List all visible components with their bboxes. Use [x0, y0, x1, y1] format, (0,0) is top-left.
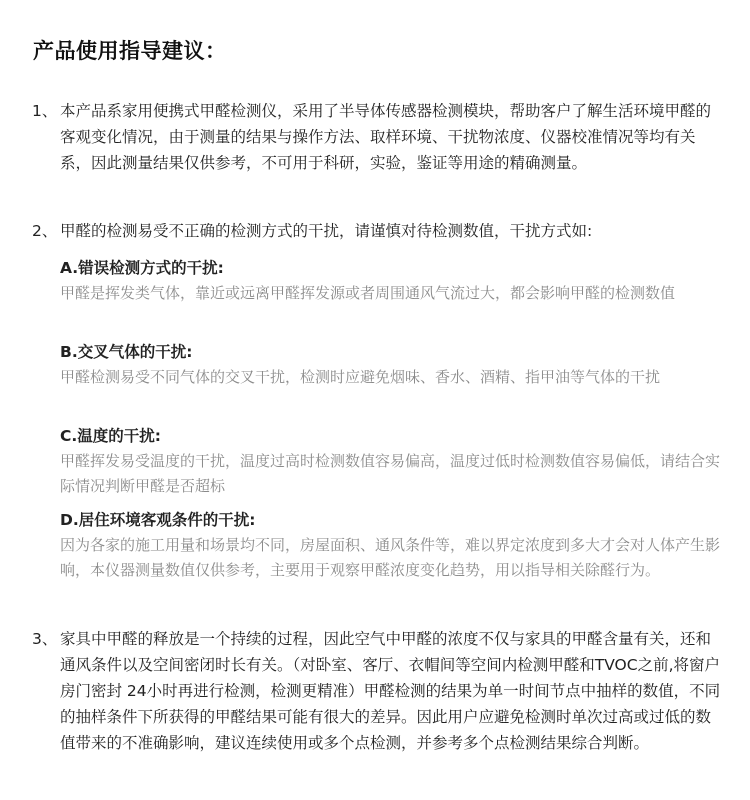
interference-title: D.居住环境客观条件的干扰: [60, 511, 256, 529]
interference-c [60, 423, 722, 499]
page-title: 产品使用指导建议： [33, 39, 227, 63]
interference-b [60, 339, 722, 390]
item-number: 3、 [32, 630, 58, 648]
item-text: 本产品系家用便携式甲醛检测仪，采用了半导体传感器检测模块，帮助客户了解生活环境甲醛的客观变化情况，由于测量的结果与操作方法、取样环境、干扰物浓度、仪器校准情况等均有关系，因此测量结果仅供参考，不可用于科研，实验，鉴证等用途的精确测量。 [60, 102, 712, 172]
interference-description: 甲醛检测易受不同气体的交叉干扰，检测时应避免烟味、香水、酒精、指甲油等气体的干扰 [60, 368, 661, 386]
interference-description: 甲醛挥发易受温度的干扰，温度过高时检测数值容易偏高，温度过低时检测数值容易偏低，请结合实际情况判断甲醛是否超标 [60, 452, 721, 495]
guidance-item-2 [32, 218, 722, 244]
interference-a [60, 255, 722, 306]
guidance-item-3 [32, 626, 722, 756]
item-number: 2、 [32, 222, 58, 240]
interference-description: 甲醛是挥发类气体，靠近或远离甲醛挥发源或者周围通风气流过大，都会影响甲醛的检测数值 [60, 284, 676, 302]
item-text: 甲醛的检测易受不正确的检测方式的干扰，请谨慎对待检测数值，干扰方式如: [60, 222, 593, 240]
interference-d [60, 507, 722, 583]
item-text: 家具中甲醛的释放是一个持续的过程，因此空气中甲醛的浓度不仅与家具的甲醛含量有关，还和通风条件以及空间密闭时长有关。（对卧室、客厅、衣帽间等空间内检测甲醛和TVOC之前,将窗户房门密封 24小时再进行检测，检测更精准）甲醛检测的结果为单一时间节点中抽样的数值，不同的抽样条件下所获得的甲醛结果可能有很大的差异。因此用户应避免检测时单次过高或过低的数值带来的不准确影响，建议连续使用或多个点检测，并参考多个点检测结果综合判断。 [60, 630, 721, 752]
interference-description: 因为各家的施工用量和场景均不同，房屋面积、通风条件等，难以界定浓度到多大才会对人体产生影响，本仪器测量数值仅供参考，主要用于观察甲醛浓度变化趋势，用以指导相关除醛行为。 [60, 536, 721, 579]
guidance-item-1 [32, 98, 722, 176]
interference-title: C.温度的干扰: [60, 427, 161, 445]
item-number: 1、 [32, 102, 58, 120]
interference-title: B.交叉气体的干扰: [60, 343, 193, 361]
interference-title: A.错误检测方式的干扰: [60, 259, 224, 277]
